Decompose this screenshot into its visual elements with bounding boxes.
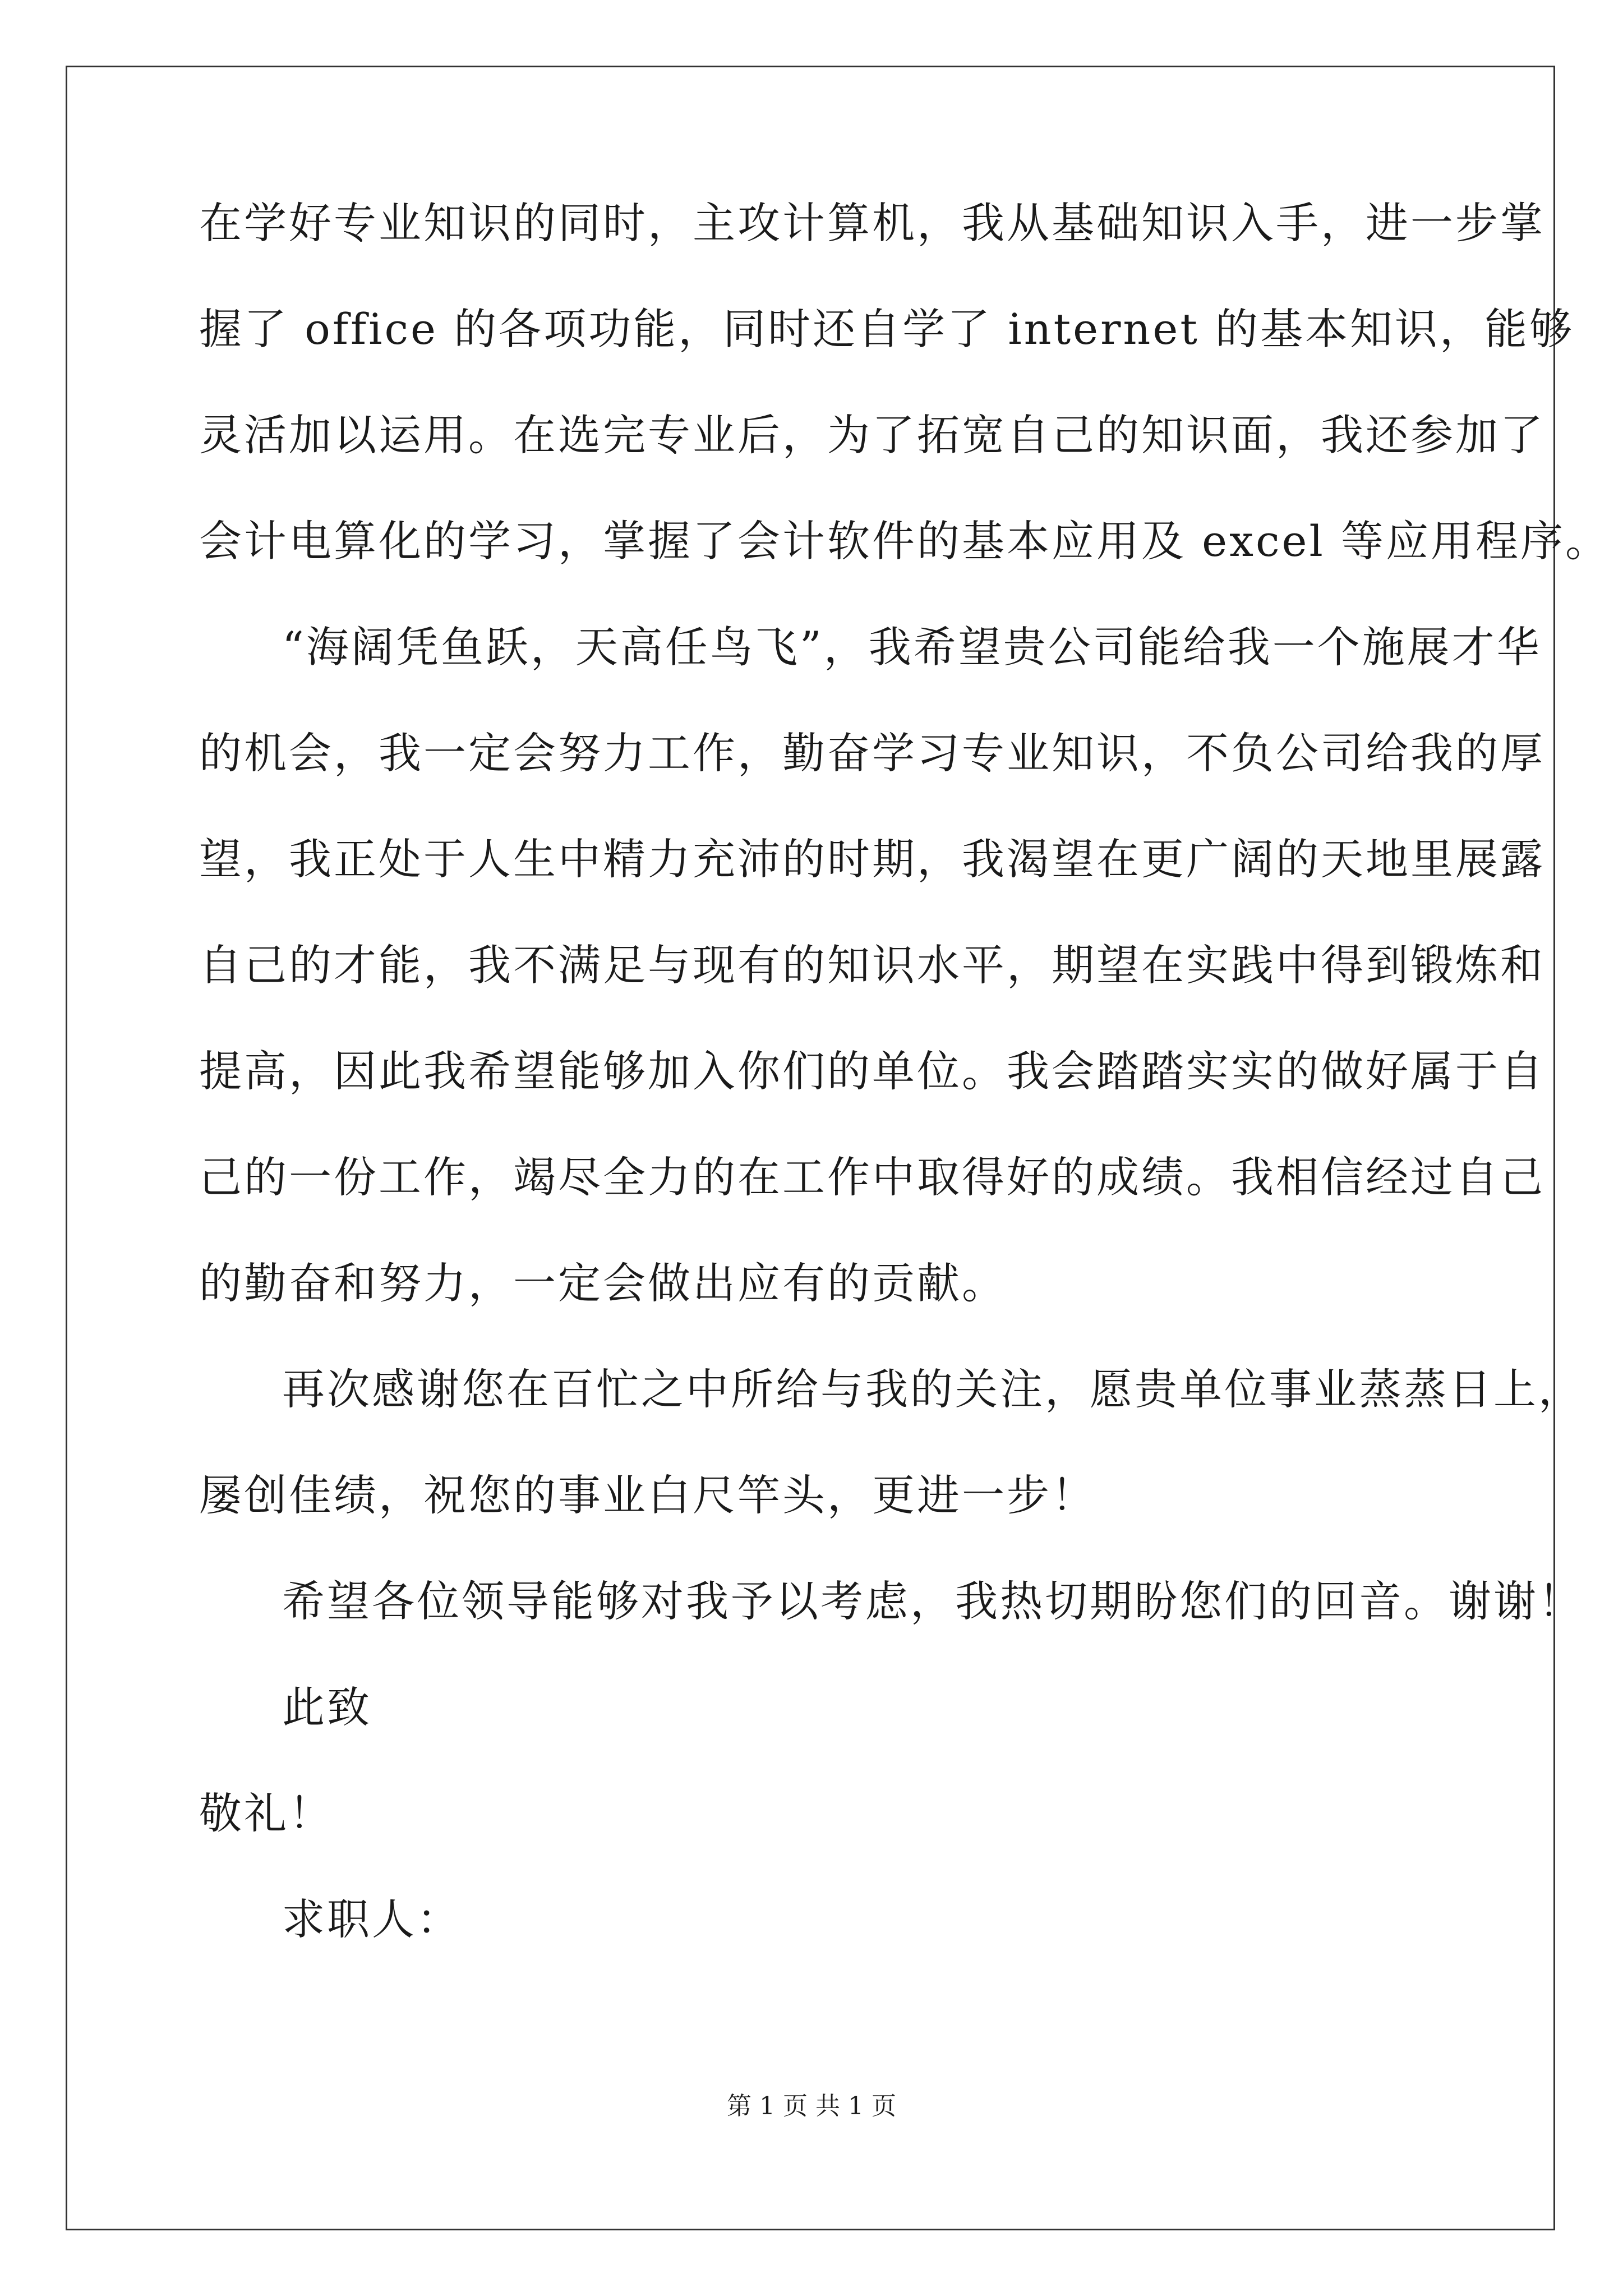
text-line-9: 提高，因此我希望能够加入你们的单位。我会踏踏实实的做好属于自 [199, 1046, 1545, 1096]
closing-respect: 敬礼！ [199, 1788, 334, 1838]
applicant-signature-label: 求职人： [282, 1894, 462, 1944]
text-line-6: 的机会，我一定会努力工作，勤奋学习专业知识，不负公司给我的厚 [199, 728, 1545, 778]
text-line-10: 己的一份工作，竭尽全力的在工作中取得好的成绩。我相信经过自己 [199, 1152, 1545, 1202]
document-body [199, 198, 1611, 2004]
closing-salutation: 此致 [282, 1682, 372, 1732]
text-line-12: 再次感谢您在百忙之中所给与我的关注，愿贵单位事业蒸蒸日上， [282, 1364, 1583, 1414]
text-line-7: 望，我正处于人生中精力充沛的时期，我渴望在更广阔的天地里展露 [199, 834, 1545, 884]
text-line-14: 希望各位领导能够对我予以考虑，我热切期盼您们的回音。谢谢！ [282, 1576, 1583, 1626]
text-line-3: 灵活加以运用。在选完专业后，为了拓宽自己的知识面，我还参加了 [199, 410, 1545, 460]
text-line-2: 握了 office 的各项功能，同时还自学了 internet 的基本知识，能够 [199, 304, 1575, 354]
text-line-5: “海阔凭鱼跃，天高任鸟飞”，我希望贵公司能给我一个施展才华 [282, 622, 1542, 672]
text-line-8: 自己的才能，我不满足与现有的知识水平，期望在实践中得到锻炼和 [199, 940, 1545, 990]
text-line-11: 的勤奋和努力，一定会做出应有的贡献。 [199, 1258, 1007, 1308]
page-number-footer: 第 1 页 共 1 页 [727, 2092, 896, 2120]
text-line-1: 在学好专业知识的同时，主攻计算机，我从基础知识入手，进一步掌 [199, 198, 1545, 248]
text-line-13: 屡创佳绩，祝您的事业白尺竿头，更进一步！ [199, 1470, 1096, 1520]
text-line-4: 会计电算化的学习，掌握了会计软件的基本应用及 excel 等应用程序。 [199, 516, 1611, 566]
